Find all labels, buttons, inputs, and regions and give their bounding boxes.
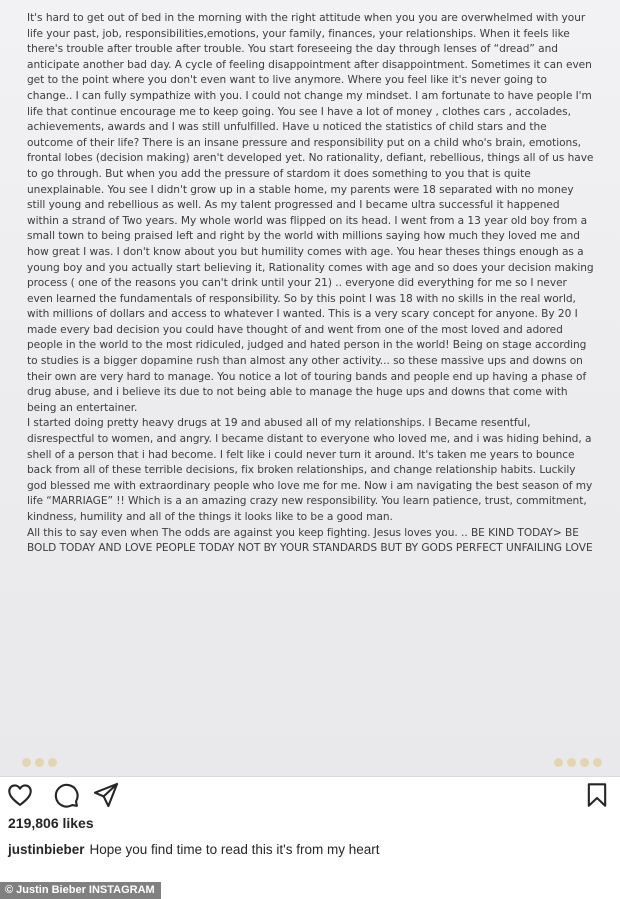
- caption-text: Hope you find time to read this it's from my heart: [89, 842, 380, 857]
- photo-credit: © Justin Bieber INSTAGRAM: [0, 882, 161, 899]
- caption-username[interactable]: justinbieber: [8, 842, 85, 857]
- note-text: [27, 11, 594, 557]
- note-decoration-dots: [554, 758, 602, 767]
- note-paragraph: It's hard to get out of bed in the morning with the right attitude when you you are overwhelmed with your life your past, job, responsibilities,emotions, your family, finances, your relationships. When it feels like there's trouble after trouble after trouble. You start foreseeing the day through lenses of “dread” and anticipate another bad day. A cycle of feeling disappointment after disappointment. Sometimes it can even get to the point where you don't even want to live anymore. Where you feel like it's never going to change.. I can fully sympathize with you. I could not change my mindset. I am fortunate to have people I'm life that continue encourage me to keep going. You see I have a lot of money , clothes cars , accolades, achievements, awards and I was still unfulfilled. Have u noticed the statistics of child stars and the outcome of their life? There is an insane pressure and responsibility put on a child who's brain, emotions, frontal lobes (decision making) aren't developed yet. No rationality, defiant, rebellious, things all of us have to go through. But when you add the pressure of stardom it does something to you that is quite unexplainable. You see I didn't grow up in a stable home, my parents were 18 separated with no money still young and rebellious as well. As my talent progressed and I became ultra successful it happened within a strand of Two years. My whole world was flipped on its head. I went from a 13 year old boy from a small town to being praised left and right by the world with millions saying how much they loved me and how great I was. I don't know about you but humility comes with age. You hear theses things enough as a young boy and you actually start believing it, Rationality comes with age and so does your decision making process ( one of the reasons you can't drink until your 21) .. everyone did everything for me so I never even learned the fundamentals of responsibility. So by this point I was 18 with no skills in the real world, with millions of dollars and access to whatever I wanted. This is a very scary concept for anyone. By 20 I made every bad decision you could have thought of and went from one of the most loved and adored people in the world to the most ridiculed, judged and hated person in the world! Being on stage according to studies is a bigger dopamine rush than almost any other activity... so these massive ups and downs on their own are very hard to manage. You notice a lot of touring bands and people end up having a phase of drug abuse, and i believe its due to not being able to manage the huge ups and downs that come with being an entertainer.: [27, 12, 594, 414]
- heart-icon[interactable]: [6, 781, 34, 809]
- likes-count[interactable]: 219,806 likes: [8, 815, 94, 831]
- action-bar: [0, 777, 620, 811]
- caption: [8, 842, 612, 857]
- note-paragraph: I started doing pretty heavy drugs at 19 and abused all of my relationships. I Became resentful, disrespectful to women, and angry. I became distant to everyone who loved me, and i was hiding behind, a shell of a person that i had become. I felt like i could never turn it around. It's taken me years to bounce back from all of these terrible decisions, fix broken relationships, and change relationship habits. Luckily god blessed me with extraordinary people who love me for me. Now i am navigating the best season of my life “MARRIAGE” !! Which is a an amazing crazy new responsibility. You learn patience, trust, commitment, kindness, humility and all of the things it looks like to be a good man.: [27, 417, 593, 523]
- comment-icon[interactable]: [52, 781, 80, 809]
- share-icon[interactable]: [92, 781, 120, 809]
- bookmark-icon[interactable]: [583, 781, 611, 809]
- note-paragraph: All this to say even when The odds are against you keep fighting. Jesus loves you. .. BE KIND TODAY> BE BOLD TODAY AND LOVE PEOPLE TODAY NOT BY YOUR STANDARDS BUT BY GODS PERFECT UNFAILING LOVE: [27, 526, 593, 555]
- note-decoration-dots: [22, 758, 57, 767]
